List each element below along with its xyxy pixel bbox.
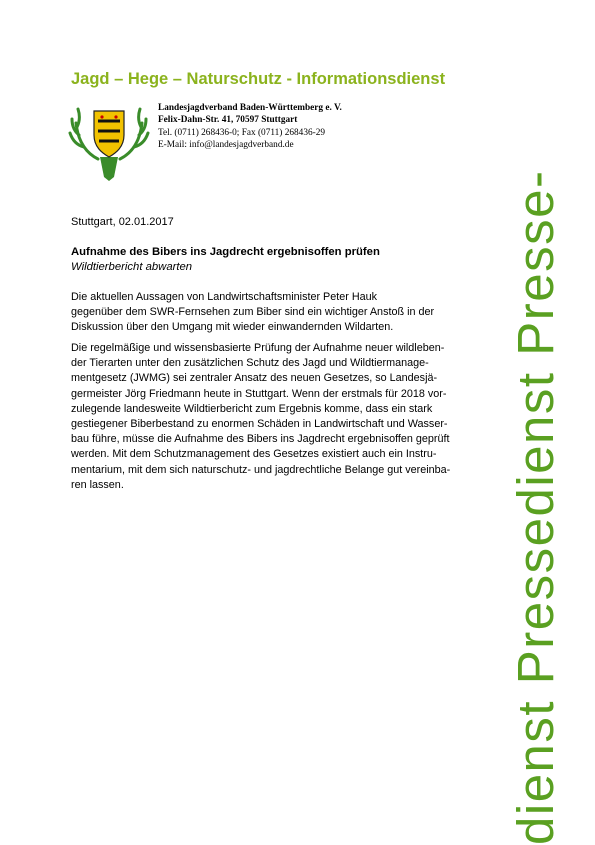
headline: Aufnahme des Bibers ins Jagdrecht ergebnisoffen prüfen [71,246,380,258]
dateline: Stuttgart, 02.01.2017 [71,216,174,228]
paragraph-line: Die regelmäßige und wissensbasierte Prüfung der Aufnahme neuer wildleben- [71,342,445,354]
paragraph-line: bau führe, müsse die Aufnahme des Bibers ins Jagdrecht ergebnisoffen geprüft [71,433,450,446]
paragraph-line: ren lassen. [71,478,124,491]
organization-address [158,102,342,151]
header-title: Jagd – Hege – Naturschutz - Informationsdienst [71,70,446,88]
organization-email[interactable]: E-Mail: info@landesjagdverband.de [158,139,294,150]
paragraph-line: gestiegener Biberbestand zu enormen Schäden in Landwirtschaft und Wasser- [71,418,448,431]
paragraph-1 [71,290,501,336]
side-banner-pressedienst: dienst Pressedienst Presse- [507,169,564,845]
paragraph-line: gegenüber dem SWR-Fernsehen zum Biber sind ein wichtiger Anstoß in der [71,306,435,319]
paragraph-line: mentarium, mit dem sich naturschutz- und jagdrechtliche Belange gut vereinba- [71,463,451,476]
paragraph-line: germeister Jörg Friedmann heute in Stuttgart. Wenn der erstmals für 2018 vor- [71,387,447,400]
paragraph-line: Die aktuellen Aussagen von Landwirtschaftsminister Peter Hauk [71,291,378,303]
paragraph-2 [71,341,501,493]
paragraph-line: Diskussion über den Umgang mit wieder einwandernden Wildarten. [71,321,394,334]
organization-street: Felix-Dahn-Str. 41, 70597 Stuttgart [158,115,298,126]
organization-name: Landesjagdverband Baden-Württemberg e. V. [158,103,342,113]
paragraph-line: mentgesetz (JWMG) sei zentraler Ansatz des neuen Gesetzes, so Landesjä- [71,372,438,385]
deer-antler-coat-of-arms-icon [68,101,150,183]
paragraph-line: werden. Mit dem Schutzmanagement des Gesetzes existiert auch ein Instru- [71,448,437,461]
organization-phone: Tel. (0711) 268436-0; Fax (0711) 268436-29 [158,127,326,138]
subheadline: Wildtierbericht abwarten [71,261,193,273]
paragraph-line: der Tierarten unter den zusätzlichen Schutz des Jagd und Wildtiermanage- [71,357,429,370]
paragraph-line: zulegende landesweite Wildtierbericht zum Ergebnis komme, dass ein stark [71,402,433,415]
